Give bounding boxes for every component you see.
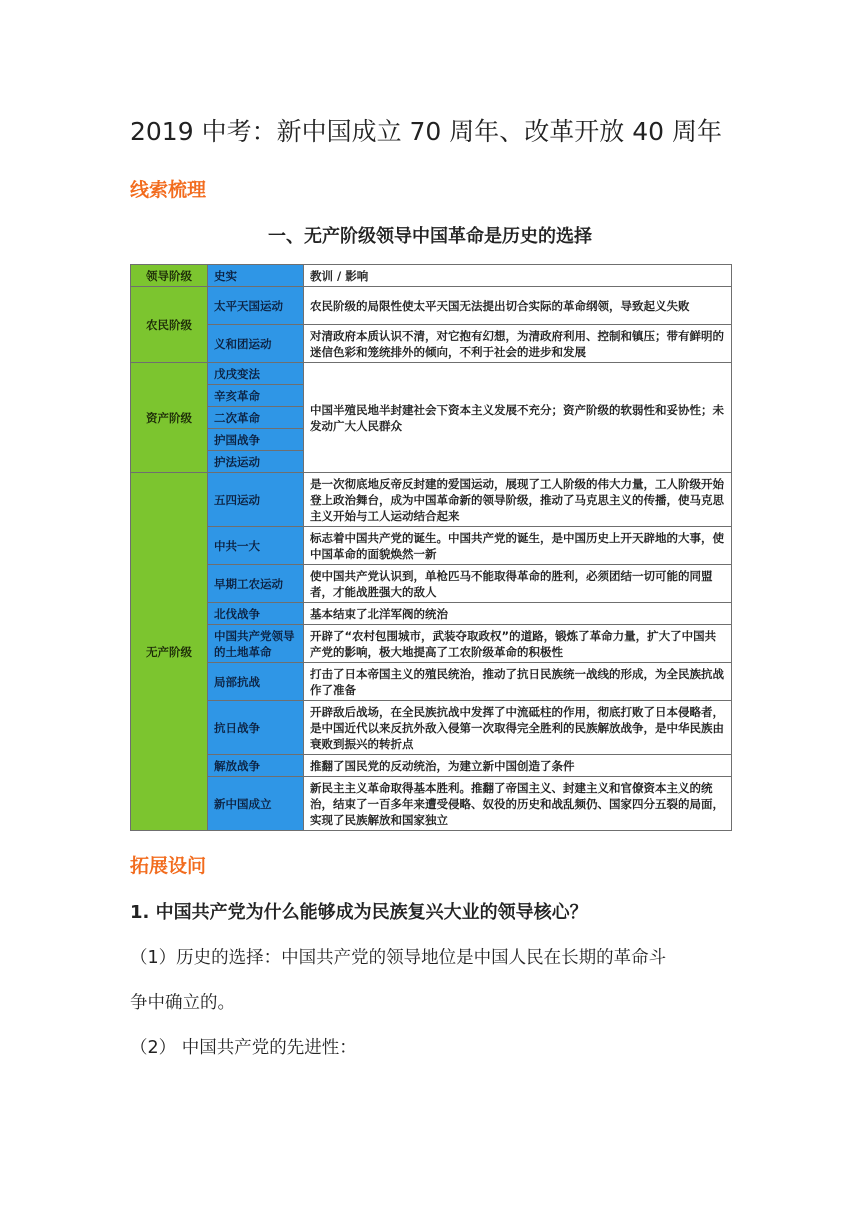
table-row — [131, 625, 732, 663]
event-cell: 北伐战争 — [208, 603, 304, 625]
question-heading: 1. 中国共产党为什么能够成为民族复兴大业的领导核心？ — [130, 902, 588, 923]
event-cell: 早期工农运动 — [208, 565, 304, 603]
event-cell: 义和团运动 — [208, 325, 304, 363]
impact-cell: 对清政府本质认识不清，对它抱有幻想，为清政府利用、控制和镇压；带有鲜明的迷信色彩和笼统排外的倾向，不利于社会的进步和发展 — [304, 325, 732, 363]
paragraph-history-choice-line2: 争中确立的。 — [130, 993, 235, 1013]
impact-cell-shared: 中国半殖民地半封建社会下资本主义发展不充分；资产阶级的软弱性和妥协性；未发动广大人民群众 — [304, 363, 732, 473]
impact-cell: 新民主主义革命取得基本胜利。推翻了帝国主义、封建主义和官僚资本主义的统治，结束了一百多年来遭受侵略、奴役的历史和战乱频仍、国家四分五裂的局面，实现了民族解放和国家独立 — [304, 777, 732, 831]
header-fact: 史实 — [208, 265, 304, 287]
event-cell: 二次革命 — [208, 407, 304, 429]
table-caption: 一、无产阶级领导中国革命是历史的选择 — [268, 226, 592, 247]
class-cell-peasant: 农民阶级 — [131, 287, 208, 363]
paragraph-history-choice-line1: （1）历史的选择：中国共产党的领导地位是中国人民在长期的革命斗 — [130, 948, 667, 968]
section-heading-extended-questions: 拓展设问 — [130, 855, 207, 877]
table-row — [131, 663, 732, 701]
page-title: 2019 中考：新中国成立 70 周年、改革开放 40 周年 — [130, 117, 722, 146]
table-row — [131, 473, 732, 527]
paragraph-advanced-nature: （2） 中国共产党的先进性： — [130, 1038, 357, 1058]
impact-cell: 开辟敌后战场，在全民族抗战中发挥了中流砥柱的作用，彻底打败了日本侵略者，是中国近代以来反抗外敌入侵第一次取得完全胜利的民族解放战争，是中华民族由衰败到振兴的转折点 — [304, 701, 732, 755]
impact-cell: 标志着中国共产党的诞生。中国共产党的诞生，是中国历史上开天辟地的大事，使中国革命的面貌焕然一新 — [304, 527, 732, 565]
event-cell: 五四运动 — [208, 473, 304, 527]
table-row — [131, 565, 732, 603]
event-cell: 解放战争 — [208, 755, 304, 777]
class-cell-bourgeois: 资产阶级 — [131, 363, 208, 473]
header-leading-class: 领导阶级 — [131, 265, 208, 287]
table-header-row — [131, 265, 732, 287]
impact-cell: 基本结束了北洋军阀的统治 — [304, 603, 732, 625]
table-row — [131, 603, 732, 625]
impact-cell: 打击了日本帝国主义的殖民统治，推动了抗日民族统一战线的形成，为全民族抗战作了准备 — [304, 663, 732, 701]
event-cell: 抗日战争 — [208, 701, 304, 755]
table-row — [131, 527, 732, 565]
table-row — [131, 363, 732, 385]
impact-cell: 推翻了国民党的反动统治，为建立新中国创造了条件 — [304, 755, 732, 777]
impact-cell: 农民阶级的局限性使太平天国无法提出切合实际的革命纲领，导致起义失败 — [304, 287, 732, 325]
impact-cell: 使中国共产党认识到，单枪匹马不能取得革命的胜利，必须团结一切可能的同盟者，才能战胜强大的敌人 — [304, 565, 732, 603]
table-row — [131, 777, 732, 831]
class-cell-proletariat: 无产阶级 — [131, 473, 208, 831]
event-cell: 辛亥革命 — [208, 385, 304, 407]
event-cell: 局部抗战 — [208, 663, 304, 701]
history-table — [130, 264, 732, 831]
section-heading-clues: 线索梳理 — [130, 179, 207, 201]
event-cell: 戊戌变法 — [208, 363, 304, 385]
table-row — [131, 755, 732, 777]
event-cell: 中共一大 — [208, 527, 304, 565]
header-impact: 教训 / 影响 — [304, 265, 732, 287]
table-row — [131, 287, 732, 325]
event-cell: 太平天国运动 — [208, 287, 304, 325]
table-row — [131, 701, 732, 755]
impact-cell: 是一次彻底地反帝反封建的爱国运动，展现了工人阶级的伟大力量，工人阶级开始登上政治舞台，成为中国革命新的领导阶级，推动了马克思主义的传播，使马克思主义开始与工人运动结合起来 — [304, 473, 732, 527]
impact-cell: 开辟了“农村包围城市，武装夺取政权”的道路，锻炼了革命力量，扩大了中国共产党的影响，极大地提高了工农阶级革命的积极性 — [304, 625, 732, 663]
event-cell: 护国战争 — [208, 429, 304, 451]
event-cell: 中国共产党领导的土地革命 — [208, 625, 304, 663]
table-row — [131, 325, 732, 363]
event-cell: 新中国成立 — [208, 777, 304, 831]
event-cell: 护法运动 — [208, 451, 304, 473]
